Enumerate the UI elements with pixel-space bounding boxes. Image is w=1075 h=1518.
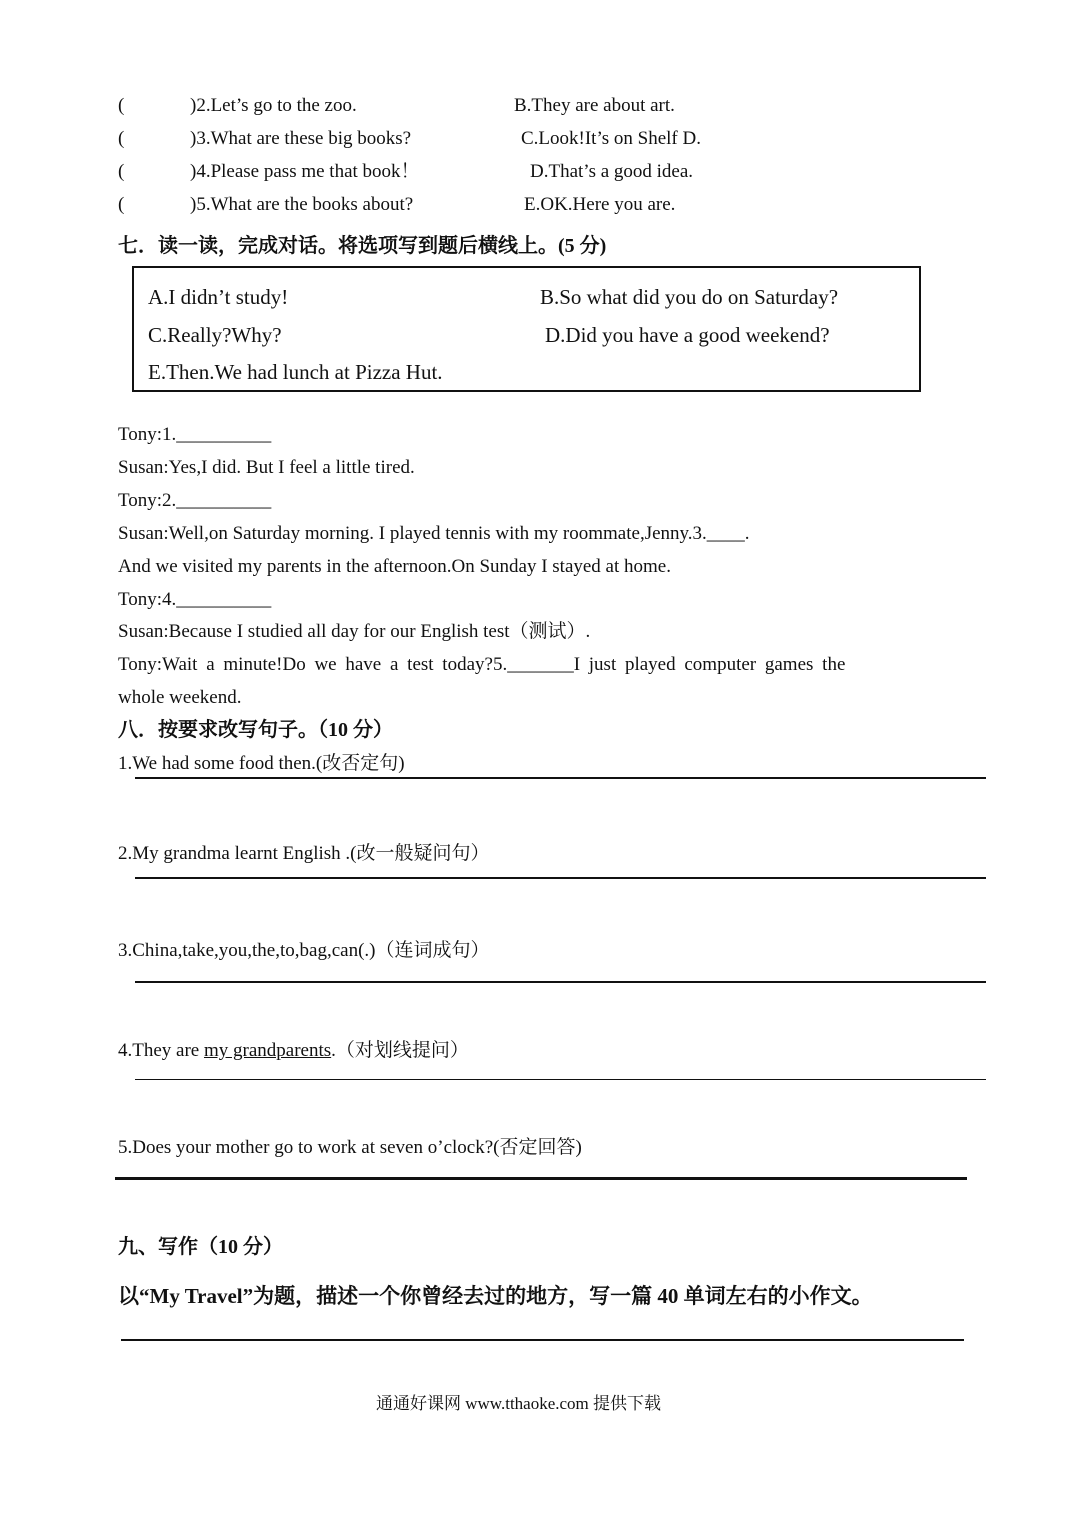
section7-heading: 七．读一读，完成对话。将选项写到题后横线上。(5 分)	[118, 235, 607, 257]
section9-heading: 九、写作（10 分）	[118, 1236, 283, 1258]
rewrite-question-2: 2.My grandma learnt English .(改一般疑问句）	[118, 843, 490, 864]
matching-question: )3.What are these big books?	[190, 128, 412, 149]
option-b: B.So what did you do on Saturday?	[540, 285, 839, 309]
rewrite-question-5: 5.Does your mother go to work at seven o’clock?(否定回答)	[118, 1137, 582, 1158]
paren: (	[118, 128, 125, 149]
matching-answer: E.OK.Here you are.	[524, 194, 676, 215]
rewrite-question-1: 1.We had some food then.(改否定句)	[118, 753, 405, 774]
dialogue-line: And we visited my parents in the afternoon.On Sunday I stayed at home.	[118, 556, 671, 577]
section8-heading: 八．按要求改写句子。（10 分）	[118, 719, 393, 741]
dialogue-line: Susan:Because I studied all day for our English test（测试）.	[118, 621, 591, 642]
dialogue-line: Susan:Well,on Saturday morning. I played tennis with my roommate,Jenny.3.____.	[118, 523, 750, 544]
paren: (	[118, 161, 125, 182]
q4-prefix: 4.They are	[118, 1040, 204, 1061]
underlined-phrase: my grandparents	[203, 1040, 332, 1061]
rewrite-question-4	[118, 1039, 469, 1063]
page-footer: 通通好课网 www.tthaoke.com 提供下载	[376, 1394, 662, 1413]
matching-answer: B.They are about art.	[514, 95, 675, 116]
option-e: E.Then.We had lunch at Pizza Hut.	[148, 360, 443, 384]
dialogue-line: whole weekend.	[118, 687, 242, 708]
matching-answer: C.Look!It’s on Shelf D.	[521, 128, 701, 149]
writing-line	[121, 1339, 964, 1341]
matching-question: )5.What are the books about?	[190, 194, 414, 215]
dialogue-line: Tony:4.__________	[118, 589, 272, 610]
paren: (	[118, 95, 125, 116]
dialogue-line: Tony:2.__________	[118, 490, 272, 511]
option-d: D.Did you have a good weekend?	[545, 323, 830, 347]
option-a: A.I didn’t study!	[148, 285, 289, 309]
answer-line	[135, 777, 986, 779]
paren: (	[118, 194, 125, 215]
dialogue-line: Tony:Wait a minute!Do we have a test today?5._______I just played computer games the	[118, 654, 846, 675]
dialogue-line: Tony:1.__________	[118, 424, 272, 445]
matching-question: )2.Let’s go to the zoo.	[190, 95, 357, 116]
option-c: C.Really?Why?	[148, 323, 282, 347]
answer-line	[115, 1177, 967, 1180]
dialogue-line: Susan:Yes,I did. But I feel a little tired.	[118, 457, 415, 478]
answer-line	[135, 1079, 986, 1080]
matching-question: )4.Please pass me that book！	[190, 161, 420, 182]
answer-line	[135, 981, 986, 983]
rewrite-question-3: 3.China,take,you,the,to,bag,can(.)（连词成句）	[118, 940, 490, 961]
q4-suffix: .（对划线提问）	[331, 1040, 469, 1061]
writing-prompt: 以“My Travel”为题，描述一个你曾经去过的地方，写一篇 40 单词左右的小作文。	[118, 1284, 873, 1308]
answer-line	[135, 877, 986, 879]
matching-answer: D.That’s a good idea.	[530, 161, 694, 182]
